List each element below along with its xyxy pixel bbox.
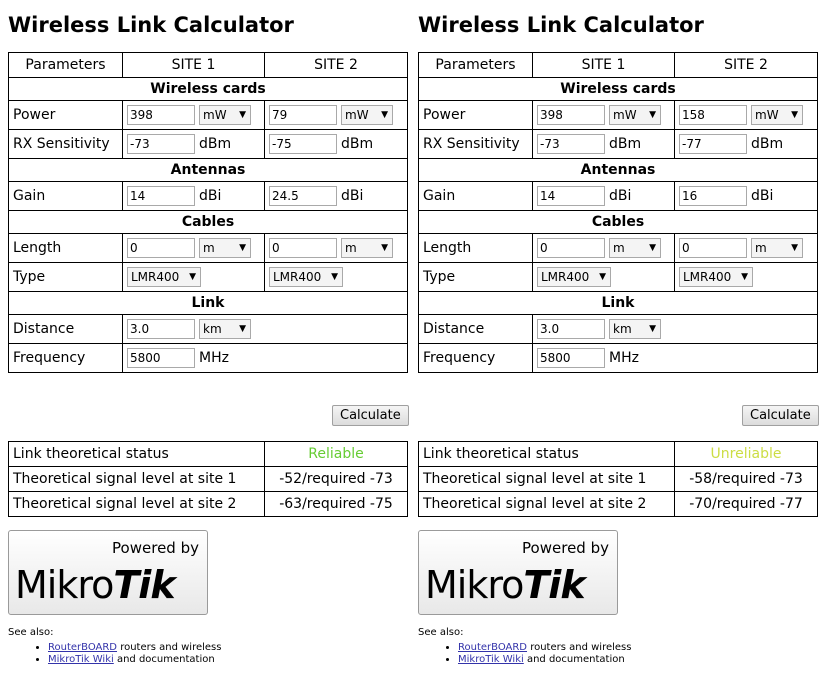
see-also-label: See also: <box>8 627 54 638</box>
site2-power-unit-select[interactable]: mW ▼ <box>751 105 803 125</box>
section-antennas: Antennas <box>419 159 818 182</box>
distance-input[interactable] <box>127 319 195 339</box>
site1-gain-unit: dBi <box>199 188 222 204</box>
section-wireless-cards: Wireless cards <box>9 78 408 101</box>
label-power: Power <box>419 101 533 130</box>
section-antennas: Antennas <box>9 159 408 182</box>
label-frequency: Frequency <box>9 344 123 373</box>
label-gain: Gain <box>419 182 533 211</box>
dropdown-arrow-icon: ▼ <box>239 243 246 253</box>
section-link: Link <box>9 292 408 315</box>
dropdown-arrow-icon: ▼ <box>649 324 656 334</box>
label-rx-sensitivity: RX Sensitivity <box>9 130 123 159</box>
site1-rx-input[interactable] <box>537 134 605 154</box>
signal-site2-value: -63/required -75 <box>265 492 408 517</box>
site1-gain-input[interactable] <box>537 186 605 206</box>
label-gain: Gain <box>9 182 123 211</box>
site2-length-input[interactable] <box>679 238 747 258</box>
site2-gain-input[interactable] <box>269 186 337 206</box>
dropdown-arrow-icon: ▼ <box>239 110 246 120</box>
site1-length-input[interactable] <box>537 238 605 258</box>
label-type: Type <box>419 263 533 292</box>
site1-rx-input[interactable] <box>127 134 195 154</box>
site1-length-unit-select[interactable]: m ▼ <box>609 238 661 258</box>
section-wireless-cards: Wireless cards <box>419 78 818 101</box>
site2-length-unit-select[interactable]: m ▼ <box>751 238 803 258</box>
site2-cable-type-select[interactable]: LMR400 ▼ <box>679 267 753 287</box>
header-site-2: SITE 2 <box>265 53 408 78</box>
signal-site2-label: Theoretical signal level at site 2 <box>419 492 675 517</box>
site1-length-unit-select[interactable]: m ▼ <box>199 238 251 258</box>
section-cables: Cables <box>419 211 818 234</box>
list-item: • RouterBOARD routers and wireless <box>48 642 221 654</box>
brand-wordmark: MikroTik <box>15 563 175 607</box>
frequency-unit: MHz <box>199 350 229 366</box>
dropdown-arrow-icon: ▼ <box>649 243 656 253</box>
site2-length-unit-select[interactable]: m ▼ <box>341 238 393 258</box>
dropdown-arrow-icon: ▼ <box>239 324 246 334</box>
parameters-table <box>8 52 408 373</box>
header-site-1: SITE 1 <box>123 53 265 78</box>
section-link: Link <box>419 292 818 315</box>
dropdown-arrow-icon: ▼ <box>381 243 388 253</box>
label-distance: Distance <box>419 315 533 344</box>
mikrotik-logo[interactable] <box>8 530 208 615</box>
powered-by-text: Powered by <box>522 539 609 557</box>
site2-gain-unit: dBi <box>751 188 774 204</box>
distance-unit-select[interactable]: km ▼ <box>199 319 251 339</box>
site1-cable-type-select[interactable]: LMR400 ▼ <box>127 267 201 287</box>
frequency-unit: MHz <box>609 350 639 366</box>
signal-site1-value: -58/required -73 <box>675 467 818 492</box>
site1-power-input[interactable] <box>127 105 195 125</box>
site1-power-unit-select[interactable]: mW ▼ <box>199 105 251 125</box>
see-also-list <box>8 642 221 666</box>
powered-by-text: Powered by <box>112 539 199 557</box>
frequency-input[interactable] <box>127 348 195 368</box>
distance-unit-select[interactable]: km ▼ <box>609 319 661 339</box>
signal-site1-label: Theoretical signal level at site 1 <box>419 467 675 492</box>
list-item: • MikroTik Wiki and documentation <box>48 654 221 666</box>
signal-site2-value: -70/required -77 <box>675 492 818 517</box>
site2-power-input[interactable] <box>269 105 337 125</box>
site1-gain-input[interactable] <box>127 186 195 206</box>
label-rx-sensitivity: RX Sensitivity <box>419 130 533 159</box>
site2-cable-type-select[interactable]: LMR400 ▼ <box>269 267 343 287</box>
distance-input[interactable] <box>537 319 605 339</box>
routerboard-link[interactable]: RouterBOARD <box>48 642 118 653</box>
mikrotik-logo[interactable] <box>418 530 618 615</box>
calculate-button[interactable]: Calculate <box>742 405 819 426</box>
site2-power-unit-select[interactable]: mW ▼ <box>341 105 393 125</box>
header-site-1: SITE 1 <box>533 53 675 78</box>
mikrotik-wiki-link[interactable]: MikroTik Wiki <box>48 654 114 665</box>
status-value: Unreliable <box>675 442 818 467</box>
dropdown-arrow-icon: ▼ <box>189 272 196 282</box>
site2-gain-unit: dBi <box>341 188 364 204</box>
page-title: Wireless Link Calculator <box>8 13 294 37</box>
status-label: Link theoretical status <box>419 442 675 467</box>
site2-power-input[interactable] <box>679 105 747 125</box>
site1-rx-unit: dBm <box>199 136 232 152</box>
dropdown-arrow-icon: ▼ <box>791 110 798 120</box>
site2-gain-input[interactable] <box>679 186 747 206</box>
signal-site1-label: Theoretical signal level at site 1 <box>9 467 265 492</box>
see-also-label: See also: <box>418 627 464 638</box>
site1-power-input[interactable] <box>537 105 605 125</box>
page-title: Wireless Link Calculator <box>418 13 704 37</box>
calculate-button[interactable]: Calculate <box>332 405 409 426</box>
dropdown-arrow-icon: ▼ <box>791 243 798 253</box>
see-also-list <box>418 642 631 666</box>
site1-length-input[interactable] <box>127 238 195 258</box>
parameters-table <box>418 52 818 373</box>
label-length: Length <box>9 234 123 263</box>
routerboard-link[interactable]: RouterBOARD <box>458 642 528 653</box>
signal-site1-value: -52/required -73 <box>265 467 408 492</box>
site2-length-input[interactable] <box>269 238 337 258</box>
label-frequency: Frequency <box>419 344 533 373</box>
site2-rx-input[interactable] <box>679 134 747 154</box>
label-type: Type <box>9 263 123 292</box>
status-value: Reliable <box>265 442 408 467</box>
list-item: • RouterBOARD routers and wireless <box>458 642 631 654</box>
site2-rx-unit: dBm <box>341 136 374 152</box>
mikrotik-wiki-link[interactable]: MikroTik Wiki <box>458 654 524 665</box>
results-table <box>8 441 408 517</box>
label-length: Length <box>419 234 533 263</box>
header-site-2: SITE 2 <box>675 53 818 78</box>
dropdown-arrow-icon: ▼ <box>649 110 656 120</box>
list-item: • MikroTik Wiki and documentation <box>458 654 631 666</box>
site1-power-unit-select[interactable]: mW ▼ <box>609 105 661 125</box>
header-parameters: Parameters <box>9 53 123 78</box>
site1-rx-unit: dBm <box>609 136 642 152</box>
label-distance: Distance <box>9 315 123 344</box>
header-parameters: Parameters <box>419 53 533 78</box>
signal-site2-label: Theoretical signal level at site 2 <box>9 492 265 517</box>
site2-rx-input[interactable] <box>269 134 337 154</box>
label-power: Power <box>9 101 123 130</box>
site1-cable-type-select[interactable]: LMR400 ▼ <box>537 267 611 287</box>
site2-rx-unit: dBm <box>751 136 784 152</box>
section-cables: Cables <box>9 211 408 234</box>
dropdown-arrow-icon: ▼ <box>741 272 748 282</box>
frequency-input[interactable] <box>537 348 605 368</box>
site1-gain-unit: dBi <box>609 188 632 204</box>
status-label: Link theoretical status <box>9 442 265 467</box>
dropdown-arrow-icon: ▼ <box>331 272 338 282</box>
results-table <box>418 441 818 517</box>
dropdown-arrow-icon: ▼ <box>381 110 388 120</box>
dropdown-arrow-icon: ▼ <box>599 272 606 282</box>
brand-wordmark: MikroTik <box>425 563 585 607</box>
